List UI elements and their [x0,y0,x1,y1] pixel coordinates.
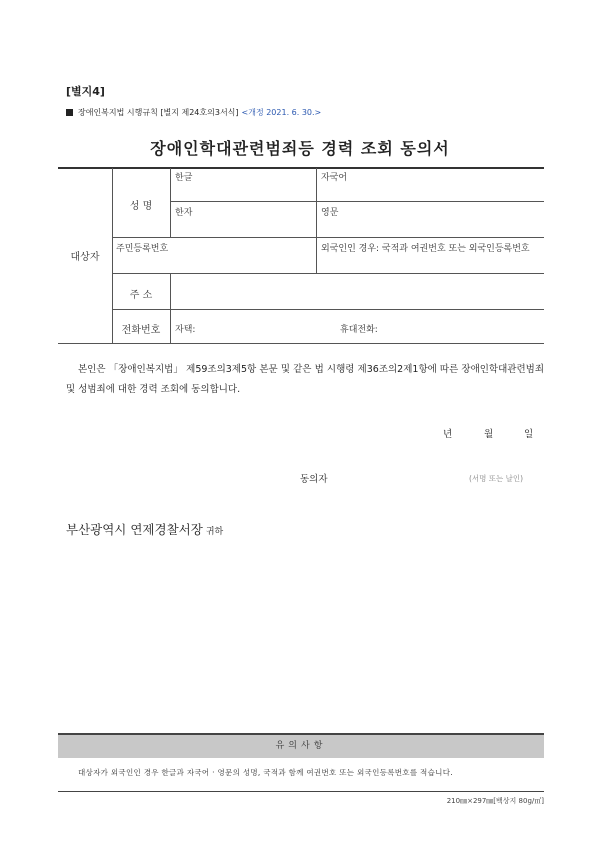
document-title: 장애인학대관련범죄등 경력 조회 동의서 [150,139,450,158]
form-reference [66,107,321,118]
foreigner-id-field[interactable]: 외국인인 경우: 국적과 여권번호 또는 외국인등록번호 [321,244,530,254]
reference-text: 장애인복지법 시행규칙 [별지 제24호의3서식] [78,108,239,117]
notes-text: 대상자가 외국인인 경우 한글과 자국어 · 영문의 성명, 국적과 함께 여권번호 또는 외국인등록번호를 적습니다. [78,768,453,777]
native-name-field[interactable]: 자국어 [321,173,348,183]
hanja-name-field[interactable]: 한자 [175,208,193,218]
date-month[interactable]: 월 [484,429,494,440]
subject-label: 대상자 [70,252,100,263]
phone-label: 전화번호 [121,325,161,336]
recipient-suffix: 귀하 [205,527,224,537]
address-label: 주 소 [129,290,153,301]
korean-name-field[interactable]: 한글 [175,173,193,183]
notes-divider [58,791,544,792]
recipient [66,520,223,538]
mobile-phone-field[interactable]: 휴대전화: [340,325,378,335]
consent-statement: 본인은 「장애인복지법」 제59조의3제5항 본문 및 같은 법 시행령 제36조의2제1항에 따른 장애인학대관련범죄 및 성범죄에 대한 경력 조회에 동의합니다. [66,364,544,395]
signer-label: 동의자 [300,474,328,485]
attachment-label: [별지4] [66,85,105,98]
paper-spec: 210㎜×297㎜[백상지 80g/㎡] [446,797,544,805]
date-year[interactable]: 년 [443,429,453,440]
english-name-field[interactable]: 영문 [321,208,339,218]
home-phone-field[interactable]: 자택: [175,325,196,335]
notes-heading: 유의사항 [58,733,544,758]
revision-date: <개정 2021. 6. 30.> [241,108,322,117]
rrn-field[interactable]: 주민등록번호 [116,244,169,254]
name-label: 성 명 [129,201,153,212]
square-bullet-icon [66,109,73,116]
recipient-name: 부산광역시 연제경찰서장 [66,522,203,537]
date-day[interactable]: 일 [524,429,534,440]
signature-hint[interactable]: (서명 또는 날인) [469,474,524,483]
